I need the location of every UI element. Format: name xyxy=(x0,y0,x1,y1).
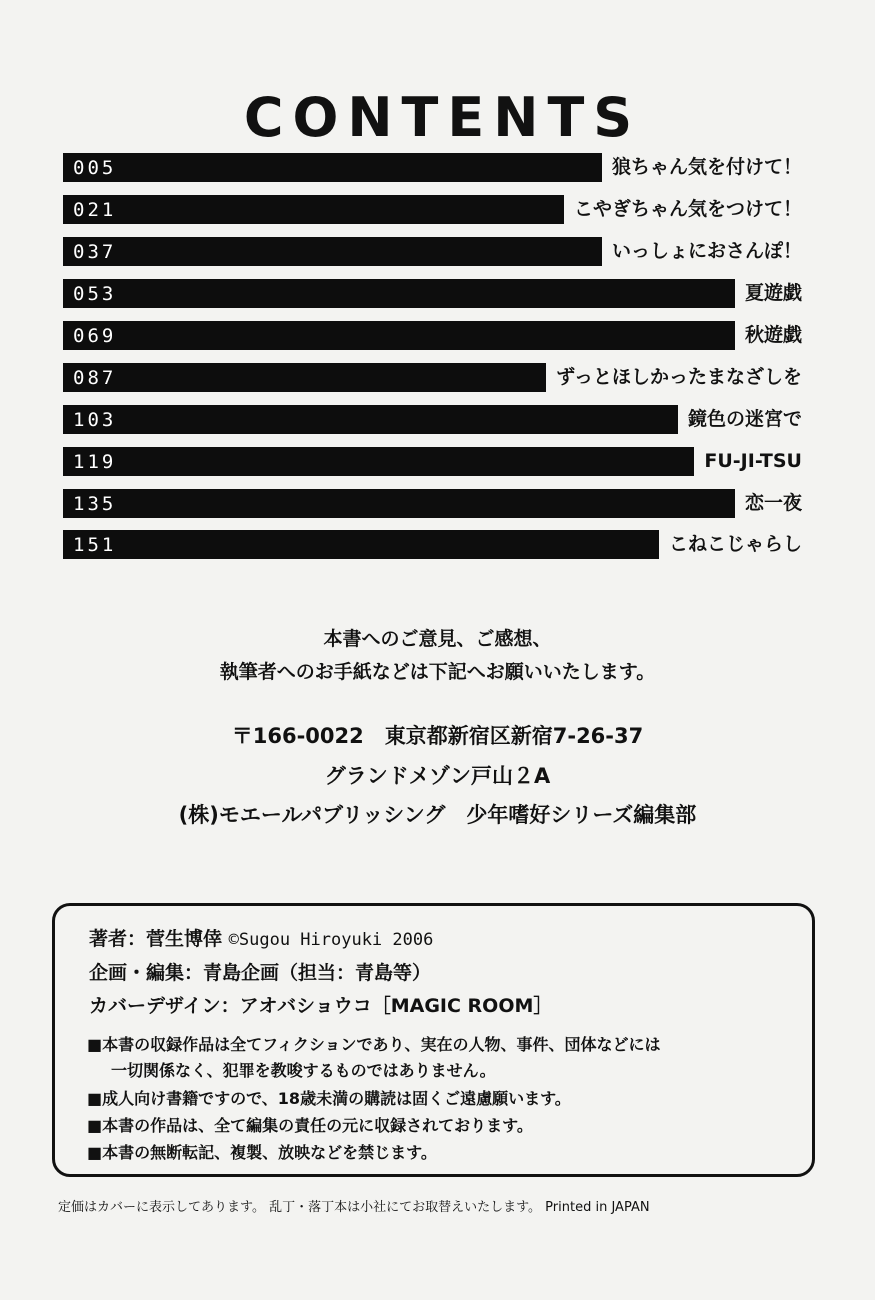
planning-credit: 企画・編集：青島企画（担当：青島等） xyxy=(89,962,432,984)
toc-row xyxy=(63,447,812,476)
toc-story-title: 秋遊戯 xyxy=(735,321,812,350)
toc-row xyxy=(63,153,812,182)
toc-row xyxy=(63,279,812,308)
toc-page-number: 087 xyxy=(73,366,117,389)
toc-row xyxy=(63,363,812,392)
toc-page-number: 103 xyxy=(73,408,117,431)
toc-row xyxy=(63,405,812,434)
contact-line-1: 本書へのご意見、ご感想、 xyxy=(323,628,552,650)
toc-page-number: 037 xyxy=(73,240,117,263)
author-credit xyxy=(89,924,433,951)
notice-copyright: ■本書の無断転記、複製、放映などを禁じます。 xyxy=(87,1143,437,1162)
footer-text: 定価はカバーに表示してあります。 乱丁・落丁本は小社にてお取替えいたします。 Printed in JAPAN xyxy=(58,1200,650,1215)
toc-page-number: 053 xyxy=(73,282,117,305)
toc-story-title: FU-JI-TSU xyxy=(694,447,812,476)
page-title: CONTENTS xyxy=(243,86,642,149)
toc-page-number: 135 xyxy=(73,492,117,515)
notice-editorial: ■本書の作品は、全て編集の責任の元に収録されております。 xyxy=(87,1116,533,1135)
address-line-3: (株)モエールパブリッシング 少年嗜好シリーズ編集部 xyxy=(178,803,697,827)
toc-story-title: 恋一夜 xyxy=(735,489,812,518)
contact-line-2: 執筆者へのお手紙などは下記へお願いいたします。 xyxy=(219,661,656,683)
cover-credit: カバーデザイン：アオバショウコ［MAGIC ROOM］ xyxy=(89,995,553,1017)
toc-story-title: 夏遊戯 xyxy=(735,279,812,308)
toc-story-title: 狼ちゃん気を付けて！ xyxy=(602,153,812,182)
toc-story-title: こねこじゃらし xyxy=(659,530,812,559)
copyright-text: ©Sugou Hiroyuki 2006 xyxy=(228,930,434,950)
toc-row xyxy=(63,489,812,518)
toc-page-number: 005 xyxy=(73,156,117,179)
notice-fiction-cont: 一切関係なく、犯罪を教唆するものではありません。 xyxy=(111,1061,496,1080)
toc-row xyxy=(63,321,812,350)
toc-story-title: 鏡色の迷宮で xyxy=(678,405,812,434)
toc-page-number: 069 xyxy=(73,324,117,347)
toc-story-title: こやぎちゃん気をつけて！ xyxy=(564,195,812,224)
toc-row xyxy=(63,195,812,224)
toc-story-title: ずっとほしかったまなざしを xyxy=(546,363,812,392)
author-label: 著者：菅生博倖 xyxy=(89,928,223,950)
toc-story-title: いっしょにおさんぽ！ xyxy=(602,237,812,266)
address-line-1: 〒166-0022 東京都新宿区新宿7-26-37 xyxy=(231,724,644,748)
toc-page-number: 151 xyxy=(73,533,117,556)
toc-page-number: 021 xyxy=(73,198,117,221)
credits-box xyxy=(52,903,815,1177)
toc-row xyxy=(63,237,812,266)
notice-fiction: ■本書の収録作品は全てフィクションであり、実在の人物、事件、団体などには xyxy=(87,1035,661,1054)
address-line-2: グランドメゾン戸山２A xyxy=(324,764,551,788)
toc-row xyxy=(63,530,812,559)
toc-page-number: 119 xyxy=(73,450,117,473)
notice-age: ■成人向け書籍ですので、18歳未満の購読は固くご遠慮願います。 xyxy=(87,1089,571,1108)
